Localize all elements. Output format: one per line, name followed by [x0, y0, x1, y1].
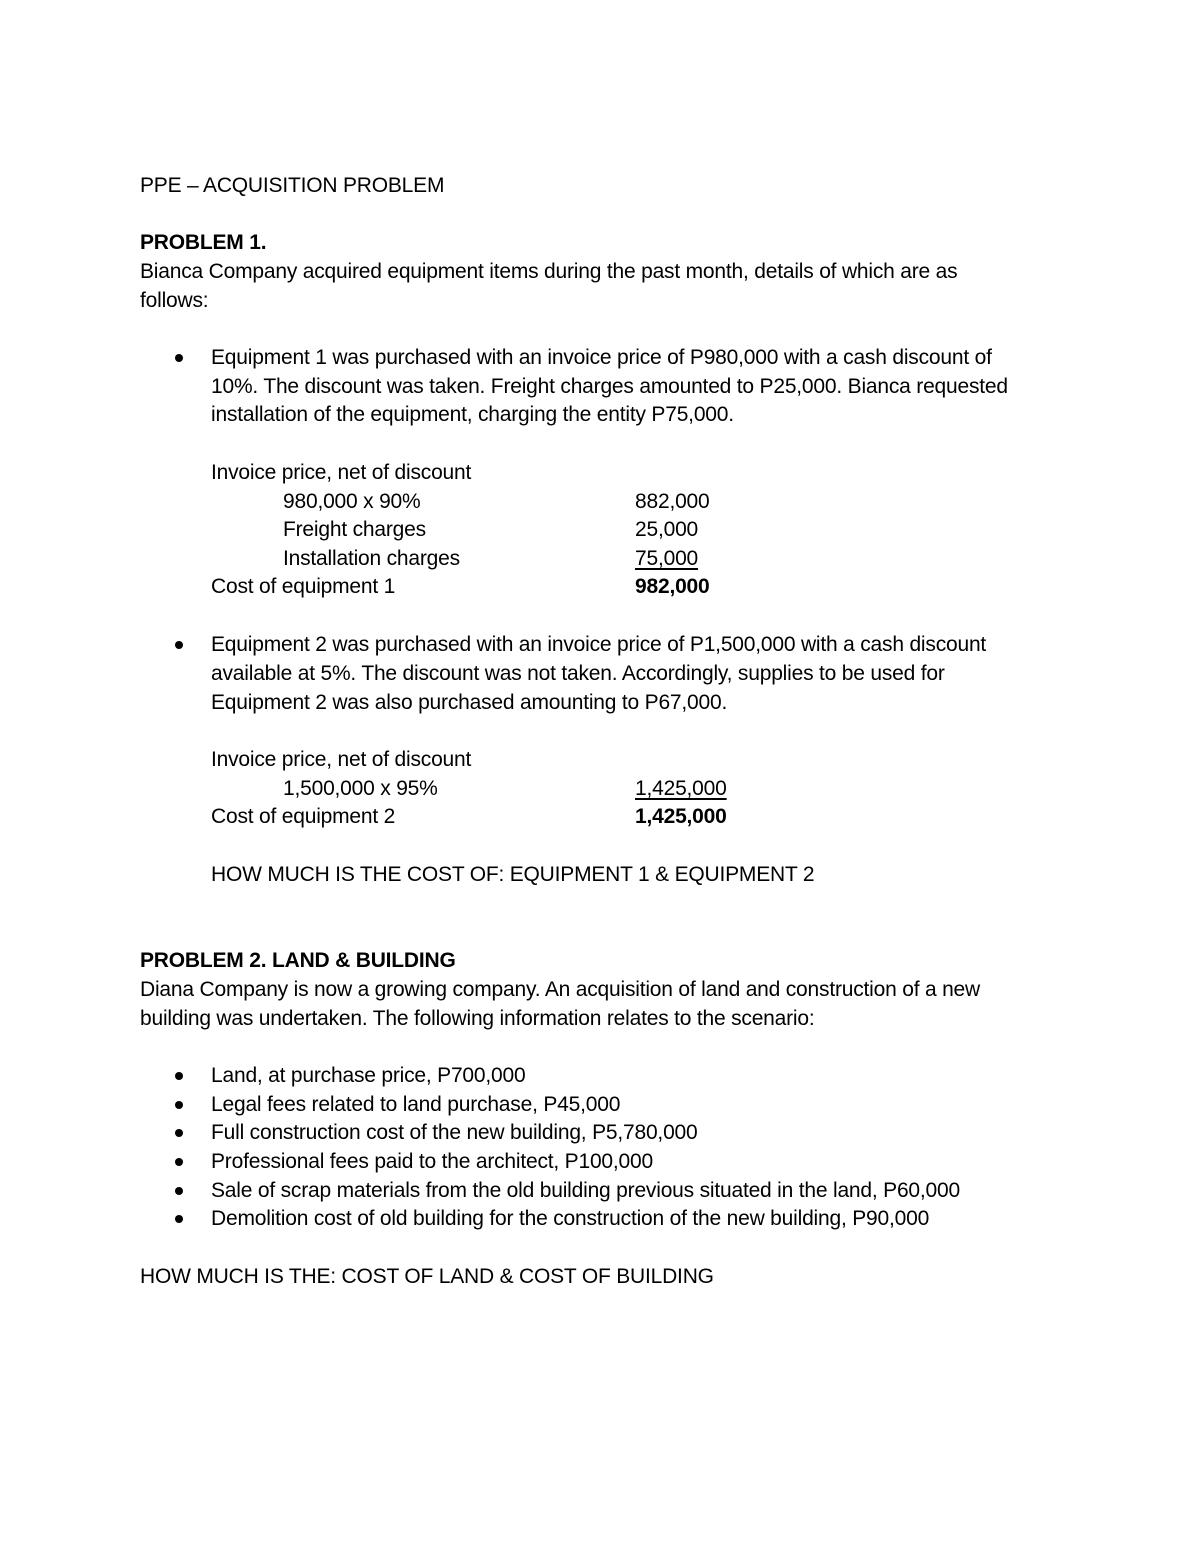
equipment2-total-value: 1,425,000 [635, 805, 727, 828]
problem1-heading: PROBLEM 1. [140, 231, 267, 254]
problem2-list-item: Professional fees paid to the architect, P100,000 [211, 1150, 653, 1173]
equipment2-row-label: 1,500,000 x 95% [283, 777, 438, 800]
bullet-icon [175, 641, 183, 649]
equipment1-row-label: Installation charges [283, 547, 460, 570]
equipment1-computation-label: Invoice price, net of discount [211, 461, 472, 484]
bullet-icon [175, 1215, 183, 1223]
equipment1-row-label: Freight charges [283, 518, 426, 541]
problem2-heading: PROBLEM 2. LAND & BUILDING [140, 949, 456, 972]
equipment1-text-line: 10%. The discount was taken. Freight charges amounted to P25,000. Bianca requested [211, 375, 1008, 398]
equipment1-text-line: Equipment 1 was purchased with an invoice price of P980,000 with a cash discount of [211, 346, 992, 369]
bullet-icon [175, 354, 183, 362]
problem1-intro-line: follows: [140, 289, 209, 312]
bullet-icon [175, 1072, 183, 1080]
equipment2-computation-label: Invoice price, net of discount [211, 748, 472, 771]
equipment1-total-label: Cost of equipment 1 [211, 575, 396, 598]
equipment2-text-line: Equipment 2 was purchased with an invoice price of P1,500,000 with a cash discount [211, 633, 987, 656]
bullet-icon [175, 1158, 183, 1166]
equipment1-row-label: 980,000 x 90% [283, 490, 421, 513]
problem2-list-item: Land, at purchase price, P700,000 [211, 1064, 526, 1087]
problem1-intro-line: Bianca Company acquired equipment items during the past month, details of which are as [140, 260, 958, 283]
bullet-icon [175, 1129, 183, 1137]
problem2-intro-line: Diana Company is now a growing company. An acquisition of land and construction of a new [140, 978, 981, 1001]
problem2-intro-line: building was undertaken. The following information relates to the scenario: [140, 1007, 815, 1030]
equipment1-row-value: 25,000 [635, 518, 699, 541]
equipment1-row-value: 882,000 [635, 490, 710, 513]
problem2-list-item: Sale of scrap materials from the old building previous situated in the land, P60,000 [211, 1179, 960, 1202]
problem2-question: HOW MUCH IS THE: COST OF LAND & COST OF BUILDING [140, 1265, 714, 1288]
bullet-icon [175, 1187, 183, 1195]
bullet-icon [175, 1101, 183, 1109]
equipment1-row-value: 75,000 [635, 547, 699, 570]
problem2-list-item: Full construction cost of the new building, P5,780,000 [211, 1121, 698, 1144]
problem2-list-item: Demolition cost of old building for the construction of the new building, P90,000 [211, 1207, 930, 1230]
equipment1-total-value: 982,000 [635, 575, 710, 598]
equipment2-row-value: 1,425,000 [635, 777, 727, 800]
equipment2-text-line: available at 5%. The discount was not taken. Accordingly, supplies to be used for [211, 662, 945, 685]
equipment1-text-line: installation of the equipment, charging the entity P75,000. [211, 403, 734, 426]
equipment2-text-line: Equipment 2 was also purchased amounting to P67,000. [211, 691, 728, 714]
problem2-list-item: Legal fees related to land purchase, P45,000 [211, 1093, 621, 1116]
equipment2-total-label: Cost of equipment 2 [211, 805, 396, 828]
problem1-question: HOW MUCH IS THE COST OF: EQUIPMENT 1 & EQUIPMENT 2 [211, 863, 815, 886]
document-title: PPE – ACQUISITION PROBLEM [140, 174, 445, 197]
